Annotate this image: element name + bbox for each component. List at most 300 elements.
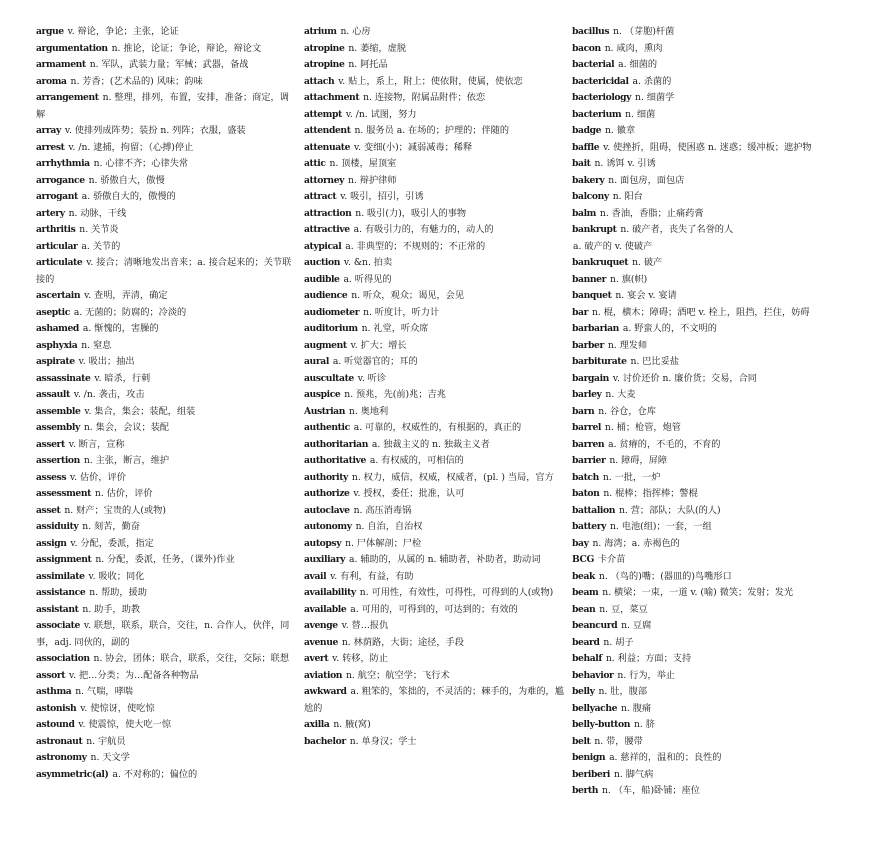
dictionary-entry [36, 41, 298, 58]
entry-definition: v. 把…分类；为…配备各种物品 [69, 669, 199, 681]
dictionary-entry [572, 338, 834, 355]
dictionary-entry [304, 420, 566, 437]
entry-definition: n. 破产 [632, 257, 663, 268]
entry-headword: assertion [36, 455, 80, 466]
entry-definition: a. 可靠的，权威性的，有根据的，真正的 [353, 422, 522, 433]
entry-definition: v. &n. 拍卖 [343, 257, 393, 268]
entry-definition: n. 徽章 [605, 125, 636, 136]
entry-definition: n. 主张，断言，维护 [83, 455, 170, 466]
entry-definition: n. 芳香；(艺术品的) 风味；韵味 [70, 75, 203, 87]
entry-headword: bean [572, 603, 596, 615]
entry-definition: n. 细菌学 [635, 92, 675, 103]
entry-headword: attachment [304, 92, 360, 103]
dictionary-entry [304, 189, 566, 206]
entry-definition: n. 估价，评价 [94, 488, 153, 499]
dictionary-entry [36, 569, 298, 586]
dictionary-entry [304, 222, 566, 239]
dictionary-entry [304, 255, 566, 272]
entry-headword: assault [36, 389, 70, 400]
dictionary-entry [572, 140, 834, 157]
entry-definition: n. 分配，委派，任务，（课外)作业 [95, 554, 235, 565]
entry-definition: a. 非典型的；不规则的；不正常的 [345, 240, 486, 252]
entry-definition: n. 阳台 [612, 191, 643, 202]
entry-definition: n. 面包房，面包店 [608, 174, 685, 186]
dictionary-entry [36, 305, 298, 322]
entry-headword: aural [304, 356, 329, 367]
entry-headword: attendent [304, 125, 351, 136]
dictionary-entry [572, 618, 834, 635]
entry-definition: v. 授权，委任；批准，认可 [353, 488, 465, 499]
entry-definition: v. 变细(小)；减弱减毒；稀释 [354, 141, 473, 153]
entry-definition: n. 豆，菜豆 [599, 603, 648, 615]
entry-headword: astound [36, 719, 75, 730]
entry-headword: assessment [36, 488, 91, 499]
entry-headword: bacteriology [572, 92, 632, 103]
entry-definition: n. 腹痛 [620, 702, 652, 714]
entry-headword: array [36, 125, 61, 136]
entry-headword: astonish [36, 702, 77, 714]
dictionary-entry [304, 387, 566, 404]
entry-headword: barrel [572, 422, 601, 433]
entry-headword: benign [572, 752, 606, 763]
entry-definition: n. 天文学 [90, 752, 130, 763]
entry-definition: n. 脚气病 [613, 768, 654, 780]
entry-headword: baffle [572, 141, 600, 153]
entry-headword: auscultate [304, 372, 354, 384]
entry-headword: attraction [304, 207, 352, 219]
entry-headword: availability [304, 587, 356, 598]
dictionary-entry [572, 222, 834, 239]
entry-headword: auction [304, 257, 340, 268]
entry-definition: n. 关节炎 [79, 224, 119, 235]
entry-definition: n. 单身汉；学士 [349, 735, 417, 747]
entry-headword: attractive [304, 224, 350, 235]
entry-headword: autoclave [304, 504, 350, 516]
entry-headword: bakery [572, 174, 605, 186]
entry-headword: arrogance [36, 174, 85, 186]
dictionary-entry [36, 519, 298, 536]
dictionary-entry [572, 239, 834, 256]
entry-headword: asphyxia [36, 339, 78, 351]
entry-headword: authoritarian [304, 438, 368, 450]
entry-definition: n. 大麦 [605, 389, 636, 400]
entry-headword: assassinate [36, 372, 91, 384]
entry-definition: n. 谷仓，仓库 [598, 405, 656, 417]
entry-definition: n. 协会，团体；联合，联系，交往，交际；联想 [93, 653, 290, 664]
entry-definition: n. 航空；航空学；飞行术 [346, 669, 450, 681]
entry-definition: n. 尸体解剖；尸检 [345, 537, 422, 549]
entry-headword: belly [572, 686, 595, 697]
entry-headword: avenge [304, 620, 338, 631]
dictionary-entry [572, 321, 834, 338]
dictionary-entry [304, 635, 566, 652]
entry-definition: n. 诱饵 v. 引诱 [594, 158, 656, 169]
entry-headword: assimilate [36, 570, 85, 582]
entry-definition: v. 分配，委派，指定 [70, 537, 154, 549]
entry-headword: arrhythmia [36, 158, 90, 169]
dictionary-entry [572, 717, 834, 734]
dictionary-entry [572, 536, 834, 553]
entry-definition: v. 集合，集会；装配，组装 [84, 405, 196, 417]
entry-headword: augment [304, 339, 347, 351]
entry-headword: armament [36, 59, 86, 70]
entry-headword: bay [572, 537, 589, 549]
dictionary-entry [572, 453, 834, 470]
dictionary-entry [572, 684, 834, 701]
dictionary-entry [304, 717, 566, 734]
entry-definition: n. 肚，腹部 [598, 686, 648, 697]
entry-definition: a. 杀菌的 [632, 75, 672, 87]
entry-headword: berth [572, 785, 599, 796]
entry-definition: v. 联想，联系，联合，交往，n. 合作人，伙伴，同事，adj. 同伙的，副的 [36, 620, 290, 648]
entry-headword: audible [304, 273, 340, 285]
dictionary-entry [36, 140, 298, 157]
entry-definition: n. 刻苦，勤奋 [82, 521, 140, 532]
entry-headword: bacterial [572, 59, 615, 70]
entry-definition: v. 听诊 [357, 372, 387, 384]
dictionary-entry [304, 206, 566, 223]
dictionary-entry [304, 437, 566, 454]
entry-definition: a. 可用的，可得到的，可达到的；有效的 [350, 603, 518, 615]
entry-definition: n. 骄傲自大，傲慢 [88, 174, 165, 186]
entry-definition: a. 辅助的，从属的 n. 辅助者，补助者，助动词 [349, 554, 541, 565]
entry-definition: v. 吸出；抽出 [78, 356, 135, 367]
dictionary-entry [572, 288, 834, 305]
dictionary-entry [304, 288, 566, 305]
dictionary-entry [36, 173, 298, 190]
dictionary-entry [36, 74, 298, 91]
entry-definition: v. 暗杀，行刺 [94, 372, 151, 384]
entry-definition: a. 听得见的 [343, 273, 392, 285]
entry-headword: authority [304, 471, 348, 483]
entry-definition: n. 旗(帜) [609, 273, 648, 285]
dictionary-entry [304, 404, 566, 421]
entry-definition: a. 细菌的 [618, 59, 658, 70]
entry-definition: v. 转移，防止 [332, 653, 389, 664]
dictionary-entry [572, 123, 834, 140]
entry-headword: beak [572, 570, 595, 582]
entry-headword: asset [36, 504, 61, 516]
dictionary-entry [572, 635, 834, 652]
entry-headword: autonomy [304, 521, 352, 532]
entry-definition: a. 野蛮人的，不文明的 [622, 323, 717, 334]
entry-definition: n. 服务员 a. 在场的；护理的；伴随的 [354, 125, 510, 136]
entry-headword: assess [36, 471, 67, 483]
entry-definition: v. /n. 试图，努力 [345, 108, 417, 120]
entry-headword: atypical [304, 240, 342, 252]
dictionary-entry [36, 222, 298, 239]
entry-definition: n. 窒息 [81, 339, 112, 351]
entry-headword: avail [304, 570, 327, 582]
dictionary-entry [572, 404, 834, 421]
entry-headword: aroma [36, 75, 67, 87]
dictionary-entry [36, 618, 298, 651]
entry-definition: v. 断言，宣称 [68, 438, 125, 450]
dictionary-entry [304, 668, 566, 685]
entry-headword: bankruquet [572, 257, 629, 268]
dictionary-entry [36, 503, 298, 520]
dictionary-entry [572, 387, 834, 404]
dictionary-entry [572, 354, 834, 371]
entry-headword: badge [572, 125, 602, 136]
dictionary-entry [36, 404, 298, 421]
dictionary-entry [36, 734, 298, 751]
entry-definition: n. 吸引(力)，吸引人的事物 [355, 207, 467, 219]
dictionary-entry [304, 338, 566, 355]
dictionary-entry [36, 255, 298, 288]
dictionary-entry [304, 470, 566, 487]
entry-headword: articular [36, 240, 78, 252]
dictionary-entry [304, 651, 566, 668]
entry-definition: v. 贴上，系上，附上；使依附，使属，使依恋 [338, 75, 523, 87]
entry-headword: barbarian [572, 323, 619, 334]
entry-definition: n. 心律不齐；心律失常 [93, 158, 189, 169]
entry-headword: attic [304, 158, 326, 169]
entry-headword: argue [36, 26, 64, 37]
entry-headword: aseptic [36, 306, 70, 318]
entry-headword: auspice [304, 389, 341, 400]
entry-headword: axilla [304, 719, 330, 730]
dictionary-entry [304, 519, 566, 536]
entry-definition: n. 带，腰带 [594, 735, 643, 747]
dictionary-entry [36, 651, 298, 668]
dictionary-entry [36, 387, 298, 404]
dictionary-entry [304, 107, 566, 124]
entry-headword: arrogant [36, 191, 78, 202]
entry-definition: n. 棍棒；指挥棒；警棍 [603, 488, 698, 499]
entry-definition: v. 吸收；同化 [88, 570, 145, 582]
dictionary-entry [572, 41, 834, 58]
entry-definition: n. 权力，威信，权威，权威者，(pl. ) 当局，官方 [351, 471, 554, 483]
dictionary-entry [304, 602, 566, 619]
entry-definition: n. 辩护律师 [348, 174, 397, 186]
entry-headword: behalf [572, 653, 602, 664]
dictionary-entry [36, 701, 298, 718]
dictionary-entry [304, 57, 566, 74]
entry-headword: BCG [572, 554, 594, 565]
entry-headword: artery [36, 207, 65, 219]
entry-headword: balcony [572, 191, 609, 202]
dictionary-entry [304, 618, 566, 635]
dictionary-entry [572, 585, 834, 602]
dictionary-entry [304, 173, 566, 190]
column-2 [304, 24, 566, 750]
entry-headword: behavior [572, 669, 614, 681]
dictionary-entry [572, 470, 834, 487]
entry-definition: n. 咸肉，熏肉 [604, 42, 663, 54]
entry-headword: associate [36, 620, 80, 631]
entry-definition: n. 障碍，屏障 [609, 455, 668, 466]
dictionary-entry [572, 437, 834, 454]
entry-definition: a. 无菌的；防腐的；冷淡的 [73, 306, 187, 318]
entry-headword: barber [572, 339, 604, 351]
entry-headword: assiduity [36, 521, 79, 532]
entry-definition: v. 查明，弄清，确定 [84, 290, 168, 301]
entry-headword: banquet [572, 290, 612, 301]
entry-headword: attract [304, 191, 337, 202]
dictionary-entry [304, 503, 566, 520]
entry-definition: a. 骄傲自大的，傲慢的 [81, 191, 176, 202]
entry-headword: asymmetric(al) [36, 768, 109, 780]
dictionary-entry [36, 767, 298, 784]
entry-definition: a. 关节的 [81, 240, 121, 252]
dictionary-entry [36, 668, 298, 685]
entry-definition: v. 使震惊，使大吃一惊 [78, 719, 172, 730]
entry-headword: auxiliary [304, 554, 346, 565]
dictionary-entry [304, 74, 566, 91]
entry-definition: n. 可用性，有效性，可得性，可得到的人(或物) [359, 587, 554, 598]
entry-definition: n. 奥地利 [348, 405, 389, 417]
entry-definition: n. 林荫路，大街；途径，手段 [341, 636, 464, 648]
dictionary-entry [36, 536, 298, 553]
dictionary-entry [572, 668, 834, 685]
entry-headword: belt [572, 735, 591, 747]
entry-definition: a. 慈祥的，温和的；良性的 [609, 752, 722, 763]
entry-headword: assembly [36, 422, 80, 433]
entry-headword: barbiturate [572, 356, 627, 367]
entry-definition: v. 有利，有益，有助 [330, 570, 414, 582]
entry-headword: banner [572, 273, 607, 285]
entry-headword: beard [572, 636, 600, 648]
entry-definition: n. 阿托品 [348, 59, 388, 70]
dictionary-entry [304, 684, 566, 717]
entry-headword: bacillus [572, 26, 610, 37]
entry-definition: n. 顶楼，屋顶室 [329, 158, 397, 169]
entry-headword: autopsy [304, 537, 342, 549]
entry-headword: barn [572, 405, 595, 417]
entry-definition: n. 财产；宝贵的人(或物) [64, 504, 166, 516]
entry-definition: n. 听众，观众；谒见，会见 [351, 290, 465, 301]
entry-headword: argumentation [36, 42, 108, 54]
entry-headword: asthma [36, 686, 72, 697]
entry-definition: n. 腋(窝) [333, 719, 371, 730]
dictionary-entry [304, 272, 566, 289]
entry-definition: n. 高压消毒锅 [353, 504, 412, 516]
dictionary-entry [304, 41, 566, 58]
entry-headword: attenuate [304, 141, 351, 153]
dictionary-entry [572, 701, 834, 718]
dictionary-entry [572, 255, 834, 272]
dictionary-entry [572, 24, 834, 41]
entry-definition: n. 助手，助教 [82, 603, 141, 615]
dictionary-entry [36, 338, 298, 355]
dictionary-entry [304, 305, 566, 322]
dictionary-entry [304, 24, 566, 41]
entry-headword: ashamed [36, 323, 79, 334]
entry-definition: n. 横梁；一束，一道 v. (喻) 微笑；发射；发光 [602, 587, 794, 598]
dictionary-entry [36, 321, 298, 338]
dictionary-entry [36, 684, 298, 701]
entry-definition: n. 营；部队；大队(的人) [618, 504, 721, 516]
entry-definition: v. 使惊讶，使吃惊 [80, 702, 155, 714]
entry-definition: v. 使排列成阵势；装扮 n. 列阵；衣服，盛装 [64, 125, 246, 136]
entry-definition: 卡介苗 [597, 554, 626, 565]
dictionary-entry [572, 90, 834, 107]
entry-definition: n. 预兆，先(前)兆；吉兆 [344, 389, 446, 400]
entry-definition: n. 听度计，听力计 [363, 306, 440, 318]
dictionary-entry [572, 189, 834, 206]
dictionary-entry [304, 585, 566, 602]
entry-headword: bar [572, 306, 589, 318]
entry-headword: arrangement [36, 92, 99, 103]
entry-headword: assort [36, 669, 66, 681]
dictionary-entry [572, 569, 834, 586]
entry-definition: v. 使挫折，阻碍，使困惑 n. 迷惑；缓冲板；遮护物 [603, 141, 812, 153]
entry-headword: assemble [36, 405, 81, 417]
entry-headword: authorize [304, 488, 350, 499]
entry-headword: awkward [304, 686, 347, 697]
entry-definition: a. 贫瘠的，不毛的，不育的 [608, 438, 721, 450]
entry-headword: association [36, 653, 90, 664]
entry-headword: bait [572, 158, 591, 169]
entry-definition: n. 心房 [340, 26, 371, 37]
entry-definition: v. 讨价还价 n. 廉价货；交易，合同 [612, 372, 757, 384]
dictionary-entry [572, 272, 834, 289]
dictionary-entry [572, 173, 834, 190]
entry-headword: bargain [572, 372, 609, 384]
entry-definition: n. 理发师 [607, 339, 648, 351]
dictionary-entry [36, 288, 298, 305]
entry-definition: n. 豆腐 [621, 620, 652, 631]
dictionary-entry [304, 569, 566, 586]
dictionary-entry [304, 734, 566, 751]
entry-definition: a. 有吸引力的，有魅力的，动人的 [353, 224, 494, 235]
entry-headword: audience [304, 290, 348, 301]
dictionary-entry [36, 206, 298, 223]
entry-definition: v. /n. 袭击，攻击 [73, 389, 145, 400]
entry-headword: battery [572, 521, 607, 532]
entry-definition: v. 扩大；增长 [350, 339, 407, 351]
entry-headword: authentic [304, 422, 350, 433]
entry-headword: auditorium [304, 323, 358, 334]
dictionary-entry [572, 651, 834, 668]
dictionary-entry [304, 90, 566, 107]
entry-definition: n. 礼堂，听众席 [361, 323, 429, 334]
dictionary-entry [572, 57, 834, 74]
entry-headword: avenue [304, 636, 338, 648]
entry-definition: a. 有权威的，可相信的 [369, 455, 464, 466]
entry-definition: a. 粗笨的，笨拙的，不灵活的；棘手的，为难的，尴尬的 [304, 686, 564, 714]
entry-definition: a. 不对称的；偏位的 [112, 768, 198, 780]
dictionary-entry [36, 90, 298, 123]
entry-definition: n. 胡子 [603, 636, 634, 648]
entry-headword: Austrian [304, 405, 345, 417]
dictionary-entry [304, 354, 566, 371]
dictionary-entry [304, 321, 566, 338]
dictionary-entry [304, 486, 566, 503]
dictionary-entry [36, 552, 298, 569]
entry-definition: n. 集会，会议；装配 [83, 422, 170, 433]
entry-definition: n. 利益；方面；支持 [605, 653, 692, 664]
dictionary-entry [304, 239, 566, 256]
entry-headword: barren [572, 438, 605, 450]
dictionary-entry [572, 602, 834, 619]
dictionary-entry [36, 486, 298, 503]
entry-definition: v. 接合；清晰地发出音来；a. 接合起来的；关节联接的 [36, 257, 292, 285]
entry-definition: n. 宇航员 [86, 735, 126, 747]
entry-definition: v. 替…报仇 [341, 620, 389, 631]
dictionary-entry [572, 156, 834, 173]
dictionary-entry [572, 750, 834, 767]
entry-headword: bachelor [304, 735, 346, 747]
entry-headword: beriberi [572, 768, 611, 780]
dictionary-entry [572, 552, 834, 569]
entry-definition: n. 宴会 v. 宴请 [615, 290, 677, 301]
dictionary-entry [572, 503, 834, 520]
entry-definition: n. 细菌 [625, 108, 656, 120]
dictionary-entry [304, 140, 566, 157]
dictionary-entry [36, 123, 298, 140]
